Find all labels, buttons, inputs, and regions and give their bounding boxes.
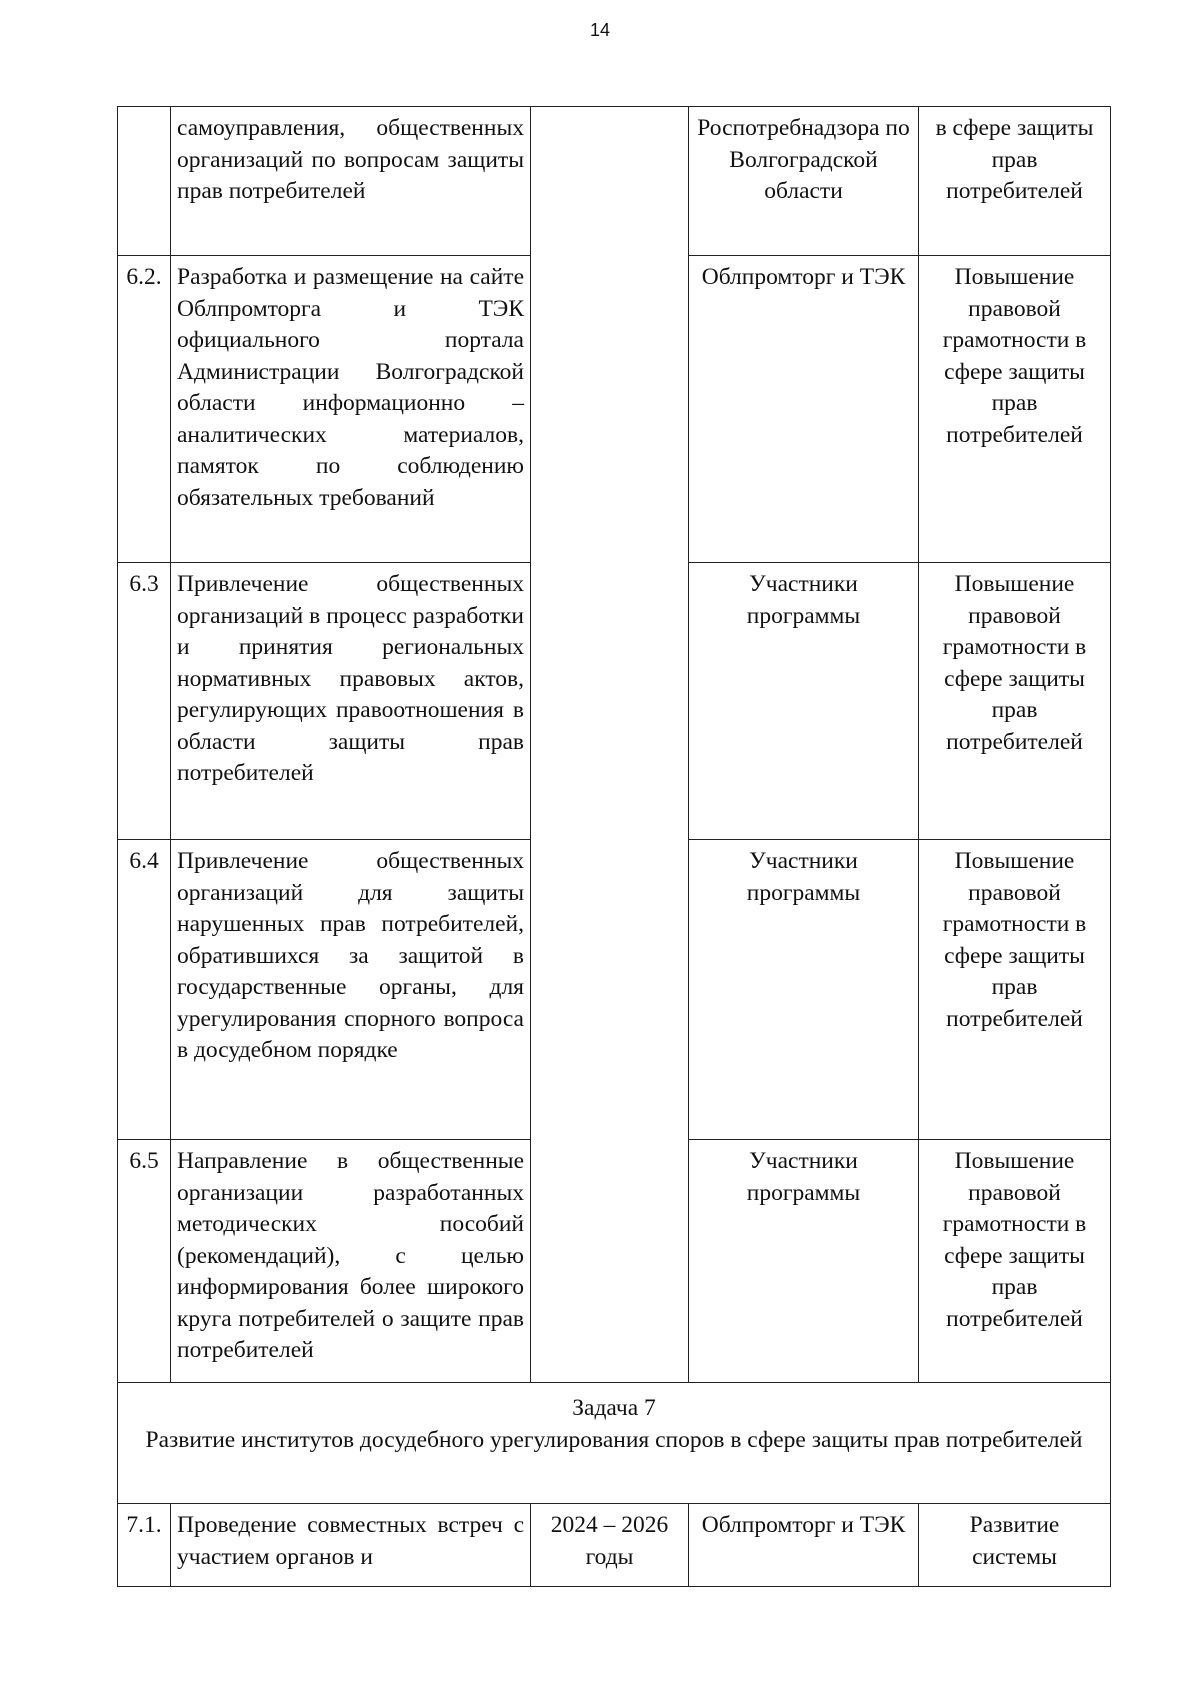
executor-cell: Роспотребнадзора по Волгоградской области: [689, 107, 919, 256]
task-title: Задача 7: [572, 1395, 656, 1421]
task-header-row: [118, 1383, 1111, 1504]
executor-cell: Облпромторг и ТЭК: [689, 1504, 919, 1587]
period-cell: [531, 107, 689, 1383]
result-cell: в сфере защиты прав потребителей: [919, 107, 1111, 256]
row-number: [118, 107, 171, 256]
task-header: [118, 1383, 1111, 1504]
result-cell: Развитие системы: [919, 1504, 1111, 1587]
table-row: [118, 1504, 1111, 1587]
measure-description: Привлечение общественных организаций для защиты нарушенных прав потребителей, обратившихся за защитой в государственные органы, для урегулирования спорного вопроса в досудебном порядке: [171, 840, 531, 1140]
measure-description: Разработка и размещение на сайте Облпромторга и ТЭК официального портала Администрации Волгоградской области информационно – аналитических материалов, памяток по соблюдению обязательных требований: [171, 256, 531, 563]
measure-description: Привлечение общественных организаций в процесс разработки и принятия региональных нормативных правовых актов, регулирующих правоотношения в области защиты прав потребителей: [171, 563, 531, 840]
row-number: 6.3: [118, 563, 171, 840]
executor-cell: Участники программы: [689, 563, 919, 840]
task-text: Развитие институтов досудебного урегулирования споров в сфере защиты прав потребителей: [145, 1426, 1083, 1453]
measure-description: самоуправления, общественных организаций по вопросам защиты прав потребителей: [171, 107, 531, 256]
measure-description: Направление в общественные организации разработанных методических пособий (рекомендаций), с целью информирования более широкого круга потребителей о защите прав потребителей: [171, 1140, 531, 1383]
executor-cell: Участники программы: [689, 1140, 919, 1383]
table-row: [118, 107, 1111, 256]
executor-cell: Облпромторг и ТЭК: [689, 256, 919, 563]
row-number: 7.1.: [118, 1504, 171, 1587]
measure-description: Проведение совместных встреч с участием органов и: [171, 1504, 531, 1587]
row-number: 6.4: [118, 840, 171, 1140]
period-cell: 2024 – 2026 годы: [531, 1504, 689, 1587]
row-number: 6.2.: [118, 256, 171, 563]
measures-table: [117, 106, 1111, 1587]
executor-cell: Участники программы: [689, 840, 919, 1140]
result-cell: Повышение правовой грамотности в сфере защиты прав потребителей: [919, 840, 1111, 1140]
page-number: 14: [589, 20, 611, 40]
result-cell: Повышение правовой грамотности в сфере защиты прав потребителей: [919, 256, 1111, 563]
row-number: 6.5: [118, 1140, 171, 1383]
result-cell: Повышение правовой грамотности в сфере защиты прав потребителей: [919, 563, 1111, 840]
result-cell: Повышение правовой грамотности в сфере защиты прав потребителей: [919, 1140, 1111, 1383]
